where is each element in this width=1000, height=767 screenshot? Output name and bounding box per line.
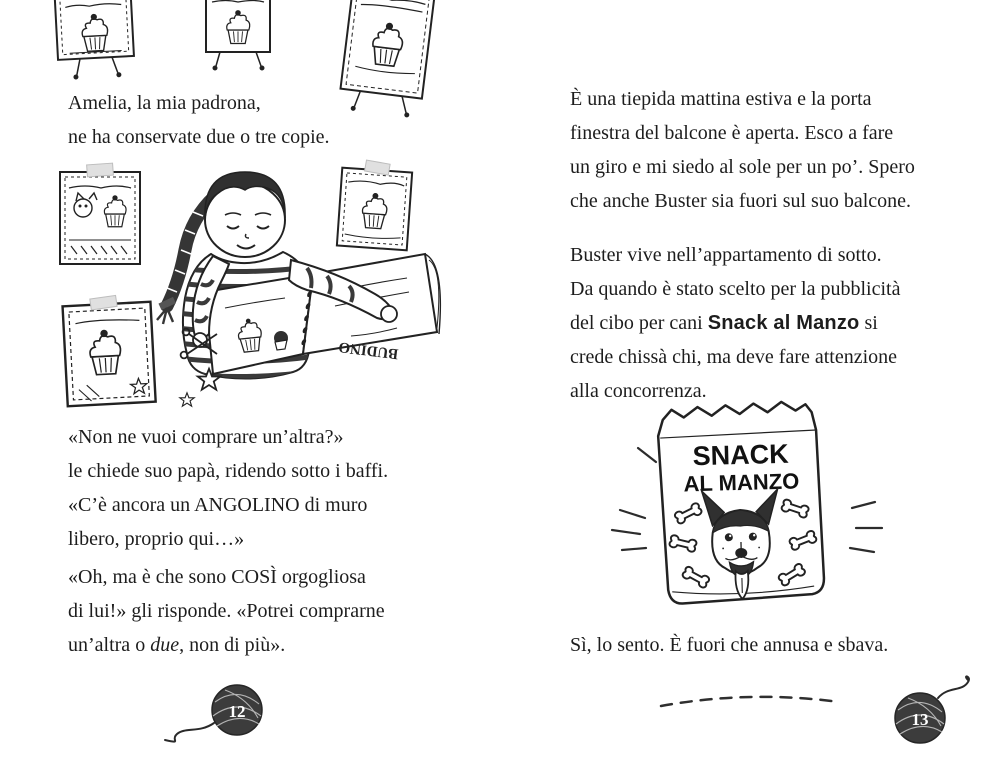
text-segment: si	[859, 312, 878, 334]
magazine-headline: BUDINO	[337, 338, 400, 362]
text-line: alla concorrenza.	[570, 380, 707, 402]
text-segment: un’altra o	[68, 634, 151, 656]
bag-title-line1: SNACK	[692, 438, 790, 472]
text-line: È una tiepida mattina estiva e la porta	[570, 88, 872, 110]
text-line: di lui!» gli risponde. «Potrei comprarne	[68, 600, 385, 622]
text-line: libero, proprio qui…»	[68, 528, 245, 550]
text-line: un giro e mi siedo al sole per un po’. Spero	[570, 156, 915, 178]
poster-wall-right	[337, 158, 413, 250]
bag-title-line2: AL MANZO	[683, 468, 800, 497]
left-paragraph-2	[68, 420, 388, 556]
page-number-right: 13	[911, 710, 929, 729]
text-line: ne ha conservate due o tre copie.	[68, 126, 330, 148]
dashed-trail	[655, 686, 845, 716]
girl-reading-illustration	[45, 142, 485, 424]
poster-top-1	[53, 0, 135, 80]
text-line: Da quando è stato scelto per la pubblicità	[570, 278, 901, 300]
yarn-thread	[165, 723, 214, 742]
yarn-thread	[938, 676, 969, 698]
text-line: «Non ne vuoi comprare un’altra?»	[68, 426, 344, 448]
poster-top-3	[338, 0, 438, 118]
right-paragraph-2	[570, 238, 900, 408]
text-line: Buster vive nell’appartamento di sotto.	[570, 244, 882, 266]
poster-wall-left	[60, 163, 140, 264]
text-line	[570, 306, 900, 340]
yarn-ball-right	[850, 672, 990, 757]
star-small	[180, 393, 194, 406]
page-number-left: 12	[228, 702, 246, 721]
text-line: crede chissà chi, ma deve fare attenzione	[570, 346, 898, 368]
text-line: finestra del balcone è aperta. Esco a fare	[570, 122, 894, 144]
poster-top-2	[206, 0, 270, 70]
text-segment: del cibo per cani	[570, 312, 708, 334]
text-line: Sì, lo sento. È fuori che annusa e sbava.	[570, 634, 889, 656]
text-line: le chiede suo papà, ridendo sotto i baffi.	[68, 460, 389, 482]
text-line: che anche Buster sia fuori sul suo balcone.	[570, 190, 912, 212]
text-line: Amelia, la mia padrona,	[68, 92, 261, 114]
poster-stamp	[62, 294, 156, 407]
text-line: «Oh, ma è che sono COSÌ orgogliosa	[68, 566, 366, 588]
text-line: «C’è ancora un ANGOLINO di muro	[68, 494, 368, 516]
brand-name: Snack al Manzo	[707, 312, 860, 334]
text-segment: , non di più».	[179, 634, 286, 656]
yarn-ball-left	[155, 676, 290, 756]
girl-head	[205, 172, 285, 257]
right-paragraph-3	[570, 628, 888, 662]
hand-right	[381, 306, 397, 322]
left-paragraph-3	[68, 560, 385, 662]
dog-food-bag-illustration	[590, 390, 900, 622]
text-segment-italic: due	[150, 634, 180, 656]
text-line	[68, 628, 385, 662]
right-paragraph-1	[570, 82, 915, 218]
